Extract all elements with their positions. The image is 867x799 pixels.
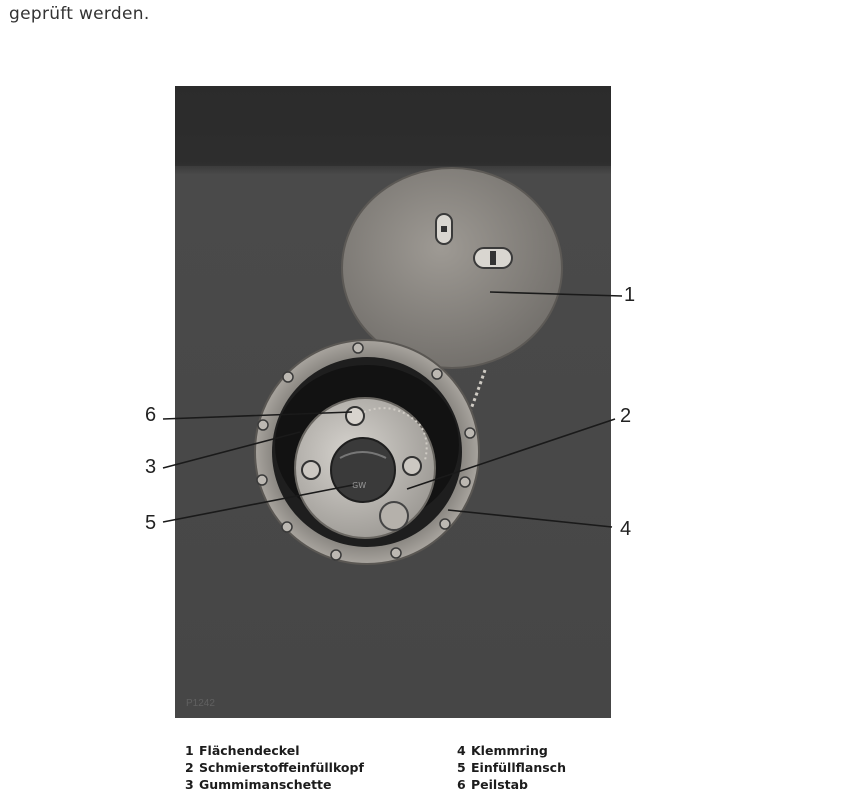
legend-column-right [457,742,566,793]
legend-num: 2 [185,760,194,775]
callout-1: 1 [624,284,636,306]
legend-num: 5 [457,760,466,775]
legend-column-left [185,742,364,793]
legend-item [185,776,364,793]
legend-label: Einfüllflansch [471,760,566,775]
legend-label: Gummimanschette [199,777,332,792]
legend-num: 1 [185,743,194,758]
legend-label: Klemmring [471,743,548,758]
svg-text:GW: GW [352,481,367,490]
legend-item [185,759,364,776]
legend-label: Flächendeckel [199,743,300,758]
legend-label: Schmierstoffeinfüllkopf [199,760,364,775]
callout-4: 4 [620,518,632,540]
photo-code: P1242 [186,698,215,709]
callout-2: 2 [620,405,632,427]
legend-num: 4 [457,743,466,758]
filler-cap [331,438,395,502]
legend-item [457,759,566,776]
lid [342,168,562,368]
callout-3: 3 [145,456,157,478]
callout-5: 5 [145,512,157,534]
legend-item [457,776,566,793]
intro-text: geprüft werden. [9,4,150,24]
legend-item [457,742,566,759]
legend-item [185,742,364,759]
legend-label: Peilstab [471,777,529,792]
legend-num: 6 [457,777,466,792]
legend-num: 3 [185,777,194,792]
dipstick [346,407,364,425]
callout-6: 6 [145,404,157,426]
